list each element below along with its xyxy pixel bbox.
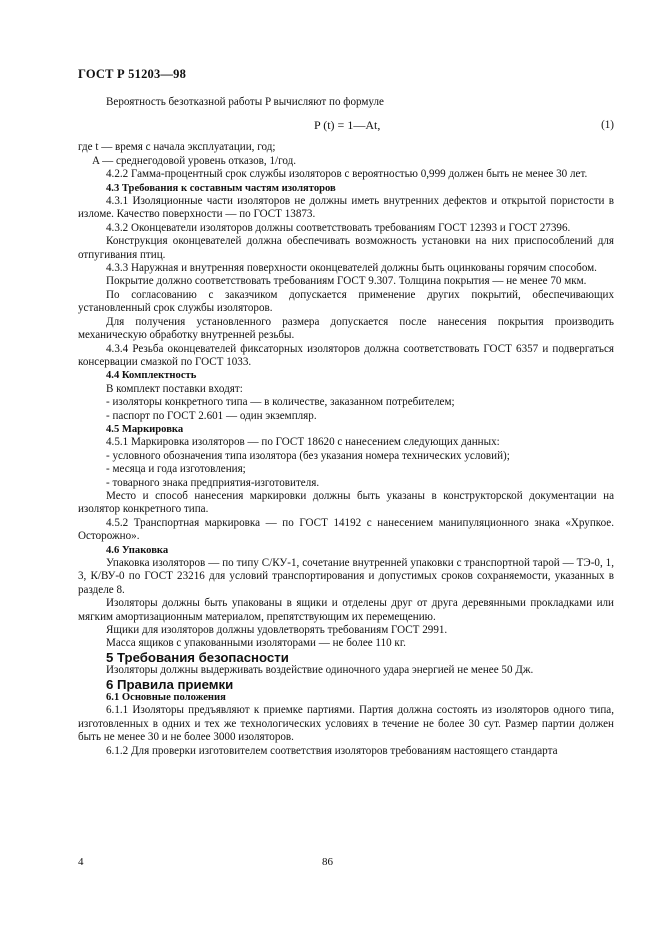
document-header: ГОСТ Р 51203—98 (78, 67, 187, 81)
subheading-6-1: 6.1 Основные положения (106, 692, 226, 704)
subheading-4-4: 4.4 Комплектность (106, 370, 197, 382)
paragraph-4-5-1: 4.5.1 Маркировка изоляторов — по ГОСТ 18620 с нанесением следующих данных: (106, 436, 500, 449)
paragraph-4-3-3-c: По согласованию с заказчиком допускается применение других покрытий, обеспечивающих установленный срок службы изоляторов. (78, 288, 614, 315)
subheading-4-5: 4.5 Маркировка (106, 423, 184, 435)
list-item: - товарного знака предприятия-изготовителя. (106, 476, 320, 489)
paragraph-4-5-2: 4.5.2 Транспортная маркировка — по ГОСТ 14192 с нанесением манипуляционного знака «Хрупкое. Осторожно». (78, 516, 614, 543)
footer-page-number: 86 (322, 856, 333, 868)
paragraph-4-6-b: Изоляторы должны быть упакованы в ящики и отделены друг от друга деревянными прокладками или мягким амортизационным материалом, препятствующим их перемещению. (78, 597, 614, 623)
list-item: - месяца и года изготовления; (106, 463, 246, 476)
footer-left-number: 4 (78, 856, 84, 868)
paragraph-6-1-2: 6.1.2 Для проверки изготовителем соответствия изоляторов требованиям настоящего стандарта (106, 744, 558, 757)
paragraph-4-5-1-d: Место и способ нанесения маркировки должны быть указаны в конструкторской документации на изолятор конкретного типа. (78, 489, 614, 516)
paragraph-4-3-3-d: Для получения установленного размера допускается после нанесения покрытия производить механическую обработку внутренней резьбы. (78, 315, 614, 342)
subheading-4-3: 4.3 Требования к составным частям изоляторов (106, 182, 336, 194)
paragraph-4-3-3: 4.3.3 Наружная и внутренняя поверхности оконцевателей должны быть оцинкованы горячим способом. (106, 262, 597, 275)
formula-intro: Вероятность безотказной работы P вычисляют по формуле (106, 96, 384, 108)
paragraph-4-3-3-b: Покрытие должно соответствовать требованиям ГОСТ 9.307. Толщина покрытия — не менее 70 мкм. (106, 275, 587, 288)
list-item: - изоляторы конкретного типа — в количестве, заказанном потребителем; (106, 396, 455, 409)
paragraph-5: Изоляторы должны выдерживать воздействие одиночного удара энергией не менее 50 Дж. (106, 664, 534, 677)
formula-expression: P (t) = 1—At, (314, 118, 381, 133)
paragraph-4-3-4: 4.3.4 Резьба оконцевателей фиксаторных изоляторов должна соответствовать ГОСТ 6357 и подвергаться консервации смазкой по ГОСТ 1033. (78, 342, 614, 368)
paragraph-4-6-d: Масса ящиков с упакованными изоляторами — не более 110 кг. (106, 637, 406, 650)
section-heading-6: 6 Правила приемки (106, 676, 234, 692)
formula-block (78, 115, 614, 141)
formula-number: (1) (601, 119, 614, 132)
list-item: - условного обозначения типа изолятора (без указания номера технических условий); (106, 449, 510, 462)
definition-a: A — среднегодовой уровень отказов, 1/год. (92, 154, 297, 167)
paragraph-4-6-c: Ящики для изоляторов должны удовлетворять требованиям ГОСТ 2991. (106, 624, 448, 637)
paragraph-4-2-2: 4.2.2 Гамма-процентный срок службы изоляторов с вероятностью 0,999 должен быть не менее 30 лет. (106, 168, 588, 181)
definition-t: где t — время с начала эксплуатации, год; (78, 141, 276, 154)
paragraph-6-1-1: 6.1.1 Изоляторы предъявляют к приемке партиями. Партия должна состоять из изоляторов одного типа, изготовленных в одних и тех же технологических условиях в течение не более 30 сут. Размер партии должен быть не менее 30 и не более 3000 изоляторов. (78, 704, 614, 744)
document-body (78, 96, 614, 758)
paragraph-4-6-a: Упаковка изоляторов — по типу С/КУ-1, сочетание внутренней упаковки с транспортной тарой — ТЭ-0, 1, 3, К/ВУ-0 по ГОСТ 23216 для условий транспортирования и допустимых сроков сохраняемости, указанных в разделе 8. (78, 557, 614, 596)
section-heading-5: 5 Требования безопасности (106, 649, 289, 665)
subheading-4-6: 4.6 Упаковка (106, 544, 169, 556)
list-item: - паспорт по ГОСТ 2.601 — один экземпляр. (106, 409, 317, 422)
paragraph-4-3-2: 4.3.2 Оконцеватели изоляторов должны соответствовать требованиям ГОСТ 12393 и ГОСТ 27396. (106, 221, 571, 234)
paragraph-4-4-a: В комплект поставки входят: (106, 382, 243, 395)
paragraph-4-3-2-b: Конструкция оконцевателей должна обеспечивать возможность установки на них приспособлений для отпугивания птиц. (78, 235, 614, 261)
paragraph-4-3-1: 4.3.1 Изоляционные части изоляторов не должны иметь внутренних дефектов и открытой пористости в изломе. Качество поверхности — по ГОСТ 13873. (78, 195, 614, 221)
